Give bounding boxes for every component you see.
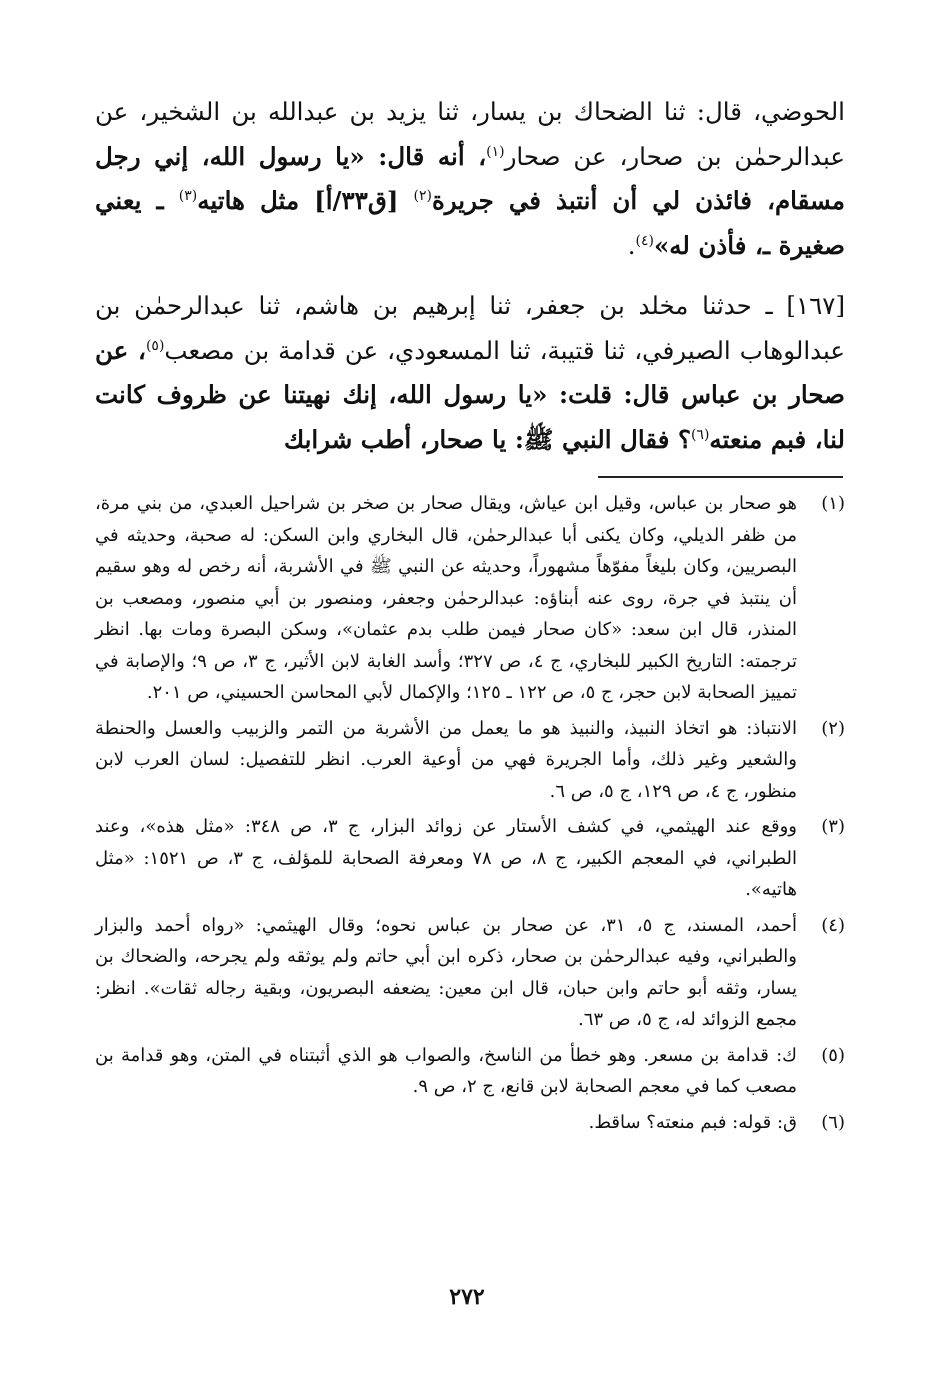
footnote-number: (٥) xyxy=(821,1044,845,1066)
footnote-1 xyxy=(95,488,845,709)
footnote-number: (٢) xyxy=(821,717,845,739)
footnote-number: (١) xyxy=(821,493,845,514)
footnote-ref-4: (٤) xyxy=(635,232,654,249)
footnote-number: (٦) xyxy=(821,1111,845,1133)
hadith-paragraph-1: الحوضي، قال: ثنا الضحاك بن يسار، ثنا يزيد بن عبدالله بن الشخير، عن عبدالرحمٰن بن صحار، عن صحار$^{(١)}$، أنه قال: «يا رسول الله، إني رجل مسقام، فائذن لي أن أنتبذ في جريرة$^{(٢)}$ [ق٣٣/أ] مثل هاتيه$^{(٣)}$ ـ يعني صغيرة ـ، فأذن له»$^{(٤)}$. xyxy=(95,97,846,260)
footnote-text: ووقع عند الهيثمي، في كشف الأستار عن زوائد البزار، ج ٣، ص ٣٤٨: «مثل هذه»، وعند الطبراني، في المعجم الكبير، ج ٨، ص ٧٨ ومعرفة الصحابة للمؤلف، ج ٣، ص ١٥٢١: «مثل هاتيه». xyxy=(95,816,797,900)
footnote-text: ك: قدامة بن مسعر. وهو خطأ من الناسخ، والصواب هو الذي أثبتناه في المتن، وهو قدامة بن مصعب كما في معجم الصحابة لابن قانع، ج ٢، ص ٩. xyxy=(95,1044,797,1097)
main-text xyxy=(95,90,845,462)
footnote-text: أحمد، المسند، ج ٥، ٣١، عن صحار بن عباس نحوه؛ وقال الهيثمي: «رواه أحمد والبزار والطبراني، وفيه عبدالرحمٰن بن صحار، ذكره ابن أبي حاتم ولم يوثقه ولم يجرحه، والضحاك بن يسار، وثقه أبو حاتم وابن حبان، قال ابن معين: يضعفه البصريون، وبقية رجاله ثقات». انظر: مجمع الزوائد له، ج ٥، ص ٦٣. xyxy=(95,914,798,1030)
hadith-paragraph-167: [١٦٧] ـ حدثنا مخلد بن جعفر، ثنا إبرهيم بن هاشم، ثنا عبدالرحمٰن بن عبدالوهاب الصيرفي، ثنا قتيبة، ثنا المسعودي، عن قدامة بن مصعب$^{(٥)}$، عن صحار بن عباس قال: قلت: «يا رسول الله، إنك نهيتنا عن ظروف كانت لنا، فبم منعته$^{(٦)}$؟ فقال النبي ﷺ: يا صحار، أطب شرابك xyxy=(95,291,845,454)
footnote-text: ق: قوله: فبم منعته؟ ساقط. xyxy=(588,1111,797,1133)
footnote-6 xyxy=(95,1107,845,1139)
footnote-2 xyxy=(95,713,845,808)
footnote-number: (٤) xyxy=(821,914,845,936)
footnote-4 xyxy=(95,910,845,1036)
footnote-text: الانتباذ: هو اتخاذ النبيذ، والنبيذ هو ما يعمل من الأشربة من التمر والزبيب والعسل والحنطة والشعير وغير ذلك، وأما الجريرة فهي من أوعية العرب. انظر للتفصيل: لسان العرب لابن منظور، ج ٤، ص ١٢٩، ج ٥، ص ٦. xyxy=(95,717,797,802)
footnote-ref-3: (٣) xyxy=(178,187,198,204)
footnotes xyxy=(95,488,845,1142)
footnote-5 xyxy=(95,1040,845,1103)
footnote-text: هو صحار بن عباس، وقيل ابن عياش، ويقال صحار بن صخر بن شراحيل العبدي، من بني مرة، من ظفر الديلي، وكان يكنى أبا عبدالرحمٰن، قال البخاري وابن السكن: له صحبة، وحديثه في البصريين، وكان بليغاً مفوّهاً مشهوراً، وحديثه عن النبي ﷺ في الأشربة، أنه رخص له وهو سقيم أن ينتبذ في جرة، روى عنه أبناؤه: عبدالرحمٰن وجعفر، ومنصور بن أبي منصور، ومصعب بن المنذر، قال ابن سعد: «كان صحار فيمن طلب بدم عثمان»، وسكن البصرة ومات بها. انظر ترجمته: التاريخ الكبير للبخاري، ج ٤، ص ٣٢٧؛ وأسد الغابة لابن الأثير، ج ٣، ص ٩؛ والإصابة في تمييز الصحابة لابن حجر، ج ٥، ص ١٢٢ ـ ١٢٥؛ والإكمال لأبي المحاسن الحسيني، ص ٢٠١. xyxy=(95,493,797,703)
footnote-ref-2: (٢) xyxy=(413,187,432,204)
footnote-ref-6: (٦) xyxy=(690,426,710,443)
footnote-ref-1: (١) xyxy=(486,143,505,160)
footnote-number: (٣) xyxy=(821,816,845,837)
footnote-3 xyxy=(95,811,845,906)
page-number: ٢٧٢ xyxy=(449,1284,485,1310)
footnote-ref-5: (٥) xyxy=(145,337,165,354)
footnote-divider xyxy=(598,476,843,478)
